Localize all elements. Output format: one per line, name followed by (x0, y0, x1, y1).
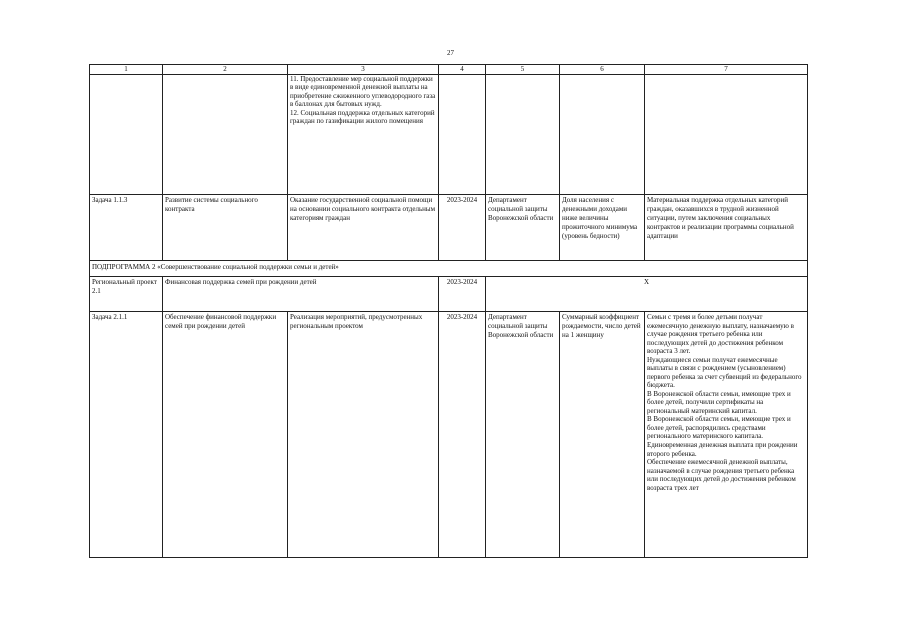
cell-x-mark: Х (486, 277, 808, 312)
table-row-continuation (90, 75, 808, 195)
cell-period: 2023-2024 (439, 195, 486, 261)
cell-period: 2023-2024 (439, 312, 486, 558)
cell-executor: Департамент социальной защиты Воронежской области (486, 195, 560, 261)
cell (645, 75, 808, 195)
program-table (89, 64, 808, 558)
cell-result: Материальная поддержка отдельных категорий граждан, оказавшихся в трудной жизненной ситуации, путем заключения социальных контрактов и реализации программы социальной адаптации (645, 195, 808, 261)
cell-task: Региональный проект 2.1 (90, 277, 163, 312)
cell (90, 75, 163, 195)
table-row-task-2-1-1 (90, 312, 808, 558)
header-cell: 1 (90, 65, 163, 75)
cell-task: Задача 2.1.1 (90, 312, 163, 558)
cell (163, 75, 288, 195)
header-row (90, 65, 808, 75)
page-number: 27 (447, 49, 454, 57)
cell-measures: Реализация мероприятий, предусмотренных региональным проектом (288, 312, 439, 558)
table-row-subprogram (90, 261, 808, 277)
cell (560, 75, 645, 195)
cell (439, 75, 486, 195)
cell-result: Семьи с тремя и более детьми получат ежемесячную денежную выплату, назначаемую в случае рождения третьего ребенка или последующих детей до достижения ребенком возраста 3 лет. Нуждающиеся семьи получат ежемесячные выплаты в связи с рождением (усыновлением) первого ребенка за счет субвенций из федерального бюджета. В Воронежской области семьи, имеющие трех и более детей, получили сертификаты на региональный материнский капитал. В Воронежской области семьи, имеющие трех и более детей, распорядились средствами регионального материнского капитала. Единовременная денежная выплата при рождении второго ребенка. Обеспечение ежемесячной денежной выплаты, назначаемой в случае рождения третьего ребенка или последующих детей до достижения ребенком возраста трех лет (645, 312, 808, 558)
header-cell: 5 (486, 65, 560, 75)
header-cell: 7 (645, 65, 808, 75)
cell-name: Развитие системы социального контракта (163, 195, 288, 261)
subprogram-title: ПОДПРОГРАММА 2 «Совершенствование социальной поддержки семьи и детей» (90, 261, 808, 277)
header-cell: 4 (439, 65, 486, 75)
cell-period: 2023-2024 (439, 277, 486, 312)
cell-indicator: Доля населения с денежными доходами ниже величины прожиточного минимума (уровень бедности) (560, 195, 645, 261)
header-cell: 6 (560, 65, 645, 75)
cell-task: Задача 1.1.3 (90, 195, 163, 261)
cell-project-name: Финансовая поддержка семей при рождении детей (163, 277, 439, 312)
table-row-task-1-1-3 (90, 195, 808, 261)
table-row-project-2-1 (90, 277, 808, 312)
cell-executor: Департамент социальной защиты Воронежской области (486, 312, 560, 558)
cell-name: Обеспечение финансовой поддержки семей при рождении детей (163, 312, 288, 558)
header-cell: 3 (288, 65, 439, 75)
cell-measures: Оказание государственной социальной помощи на основании социального контракта отдельным категориям граждан (288, 195, 439, 261)
cell-indicator: Суммарный коэффициент рождаемости, число детей на 1 женщину (560, 312, 645, 558)
cell-measures: 11. Предоставление мер социальной поддержки в виде единовременной денежной выплаты на приобретение сжиженного углеводородного газа в баллонах для бытовых нужд. 12. Социальная поддержка отдельных категорий граждан по газификации жилого помещения (288, 75, 439, 195)
header-cell: 2 (163, 65, 288, 75)
cell (486, 75, 560, 195)
